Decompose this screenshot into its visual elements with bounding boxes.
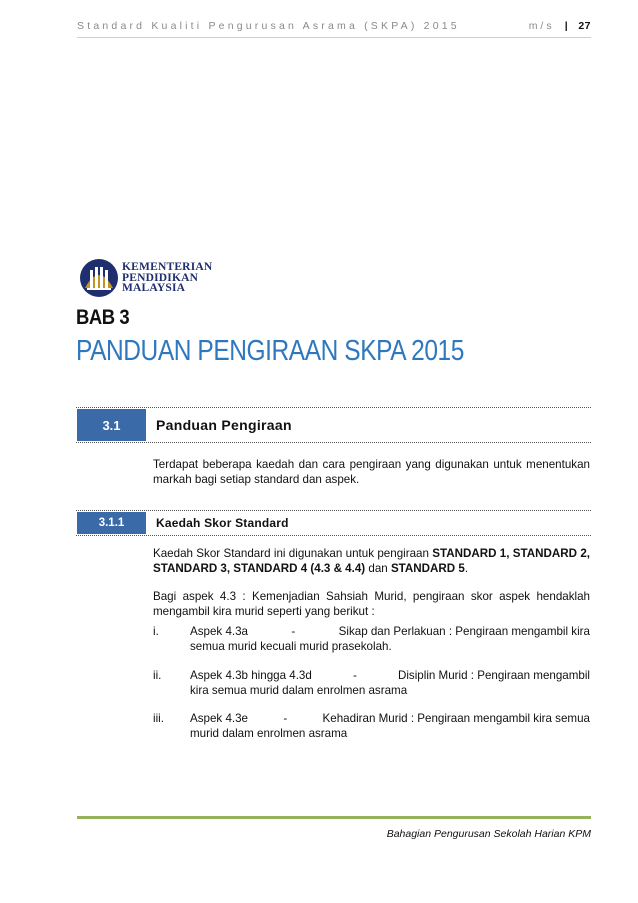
page-label: m/s <box>528 20 555 32</box>
list-item <box>153 668 590 698</box>
aspect-desc-cont: kira semua murid dalam enrolmen asrama <box>190 684 408 697</box>
page-header <box>77 17 591 38</box>
kpm-logo-icon <box>79 258 119 298</box>
section-heading-3-1-1 <box>76 510 591 536</box>
aspect-desc-cont: murid dalam enrolmen asrama <box>190 727 348 740</box>
aspect-desc: Disiplin Murid : Pengiraan mengambil <box>397 669 590 682</box>
logo-line-1: KEMENTERIAN <box>122 261 213 273</box>
page-separator: | <box>564 20 569 32</box>
subsection-number: 3.1.1 <box>77 512 146 534</box>
logo-line-2: PENDIDIKAN <box>122 271 199 284</box>
footer-text: Bahagian Pengurusan Sekolah Harian KPM <box>386 828 591 840</box>
list-item <box>153 624 590 654</box>
aspect-dash: - <box>352 669 357 682</box>
para-bold-standard5: STANDARD 5 <box>390 562 465 575</box>
aspect-dash: - <box>283 712 288 725</box>
list-marker: ii. <box>153 669 162 682</box>
subsection-title: Kaedah Skor Standard <box>156 516 289 530</box>
section-title: Panduan Pengiraan <box>156 417 292 433</box>
para-text: . <box>464 562 469 575</box>
aspect-desc-cont: semua murid kecuali murid prasekolah. <box>190 640 392 653</box>
aspect-label: Aspek 4.3e <box>190 712 249 725</box>
aspect-desc: Sikap dan Perlakuan : Pengiraan mengambil kira <box>338 625 590 638</box>
section-heading-3-1 <box>76 407 591 443</box>
section-number: 3.1 <box>77 409 146 441</box>
aspect-desc: Kehadiran Murid : Pengiraan mengambil kira semua <box>322 712 590 725</box>
para-text: Kaedah Skor Standard ini digunakan untuk pengiraan <box>153 547 433 560</box>
list-item <box>153 711 590 741</box>
para-text: dan <box>365 562 391 575</box>
page-number-group <box>529 20 591 32</box>
skor-standard-paragraph <box>153 546 590 576</box>
aspect-label: Aspek 4.3a <box>190 625 249 638</box>
page-number: 27 <box>578 20 591 32</box>
kpm-logo <box>79 258 219 300</box>
logo-line-3: MALAYSIA <box>122 282 186 294</box>
footer-divider <box>77 816 591 819</box>
logo-wordmark <box>122 262 212 294</box>
aspect-label: Aspek 4.3b hingga 4.3d <box>190 669 312 682</box>
chapter-number: BAB 3 <box>76 306 130 329</box>
chapter-title: PANDUAN PENGIRAAN SKPA 2015 <box>76 335 464 367</box>
list-marker: i. <box>153 625 159 638</box>
aspect-dash: - <box>291 625 296 638</box>
section-3-1-text: Terdapat beberapa kaedah dan cara pengiraan yang digunakan untuk menentukan markah bagi setiap standard dan aspek. <box>153 458 590 486</box>
aspek-4-3-paragraph: Bagi aspek 4.3 : Kemenjadian Sahsiah Murid, pengiraan skor aspek hendaklah mengambil kira murid seperti yang berikut : <box>153 590 590 618</box>
document-title: Standard Kualiti Pengurusan Asrama (SKPA) 2015 <box>77 20 460 32</box>
list-marker: iii. <box>153 712 164 725</box>
para-bold-standards: STANDARD 1, STANDARD 2, STANDARD 3, STANDARD 4 (4.3 & 4.4) <box>153 547 590 575</box>
